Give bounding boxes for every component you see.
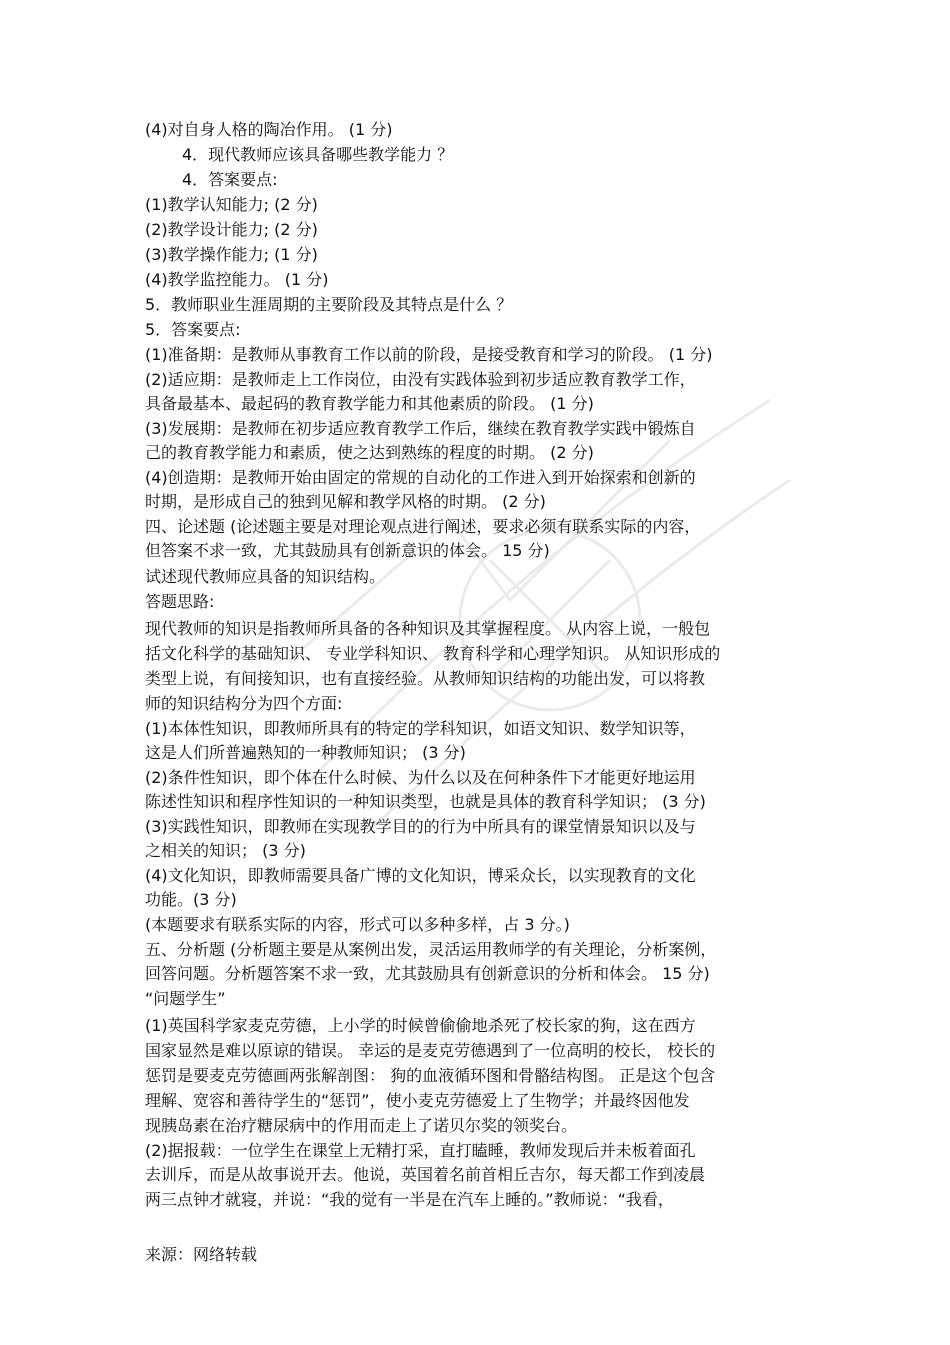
text-line: (1)英国科学家麦克劳德，上小学的时候曾偷偷地杀死了校长家的狗，这在西方 [145, 1016, 696, 1035]
text-line: 师的知识结构分为四个方面: [145, 694, 343, 713]
answer-heading: 5．答案要点: [145, 320, 241, 339]
text-line: 陈述性知识和程序性知识的一种知识类型，也就是具体的教育科学知识； (3 分) [145, 792, 706, 811]
text-line: 这是人们所普遍熟知的一种教师知识； (3 分) [145, 743, 466, 762]
case-title: “问题学生” [145, 989, 226, 1008]
text-line: (1)教学认知能力; (2 分) [145, 195, 318, 214]
text-line: 己的教育教学能力和素质，使之达到熟练的程度的时期。 (2 分) [145, 443, 594, 462]
text-line: (4)创造期：是教师开始由固定的常规的自动化的工作进入到开始探索和创新的 [145, 468, 696, 487]
text-line: 理解、宽容和善待学生的“惩罚”，使小麦克劳德爱上了生物学；并最终因他发 [145, 1091, 690, 1110]
text-line: 具备最基本、最起码的教育教学能力和其他素质的阶段。 (1 分) [145, 394, 594, 413]
text-line: 括文化科学的基础知识、 专业学科知识、 教育科学和心理学知识。 从知识形成的 [145, 644, 721, 663]
section-heading: 五、分析题 (分析题主要是从案例出发，灵活运用教师学的有关理论，分析案例， [145, 940, 717, 959]
text-line: (1)准备期：是教师从事教育工作以前的阶段，是接受教育和学习的阶段。 (1 分) [145, 345, 713, 364]
text-line: 两三点钟才就寝，并说：“我的觉有一半是在汽车上睡的。”教师说：“我看， [145, 1190, 674, 1209]
text-line: (4)教学监控能力。 (1 分) [145, 270, 329, 289]
text-line: (3)实践性知识，即教师在实现教学目的的行为中所具有的课堂情景知识以及与 [145, 817, 696, 836]
source-footer: 来源：网络转载 [145, 1245, 258, 1264]
text-line: 功能。(3 分) [145, 890, 237, 909]
text-line: 之相关的知识； (3 分) [145, 841, 306, 860]
answer-heading: 答题思路: [145, 592, 215, 611]
text-line: (1)本体性知识，即教师所具有的特定的学科知识，如语文知识、数学知识等， [145, 719, 696, 738]
text-line: (2)教学设计能力; (2 分) [145, 220, 318, 239]
text-line: (本题要求有联系实际的内容，形式可以多种多样，占 3 分。) [145, 915, 570, 934]
text-line: (2)据报载：一位学生在课堂上无精打采，直打瞌睡，教师发现后并未板着面孔 [145, 1141, 696, 1160]
text-line: (3)教学操作能力; (1 分) [145, 245, 318, 264]
section-heading: 但答案不求一致，尤其鼓励具有创新意识的体会。 15 分) [145, 541, 550, 560]
text-line: (4)文化知识，即教师需要具备广博的文化知识，博采众长，以实现教育的文化 [145, 866, 696, 885]
answer-heading: 4．答案要点: [182, 170, 278, 189]
question-heading: 5．教师职业生涯周期的主要阶段及其特点是什么 ？ [145, 295, 513, 314]
text-line: (2)条件性知识，即个体在什么时候、为什么以及在何种条件下才能更好地运用 [145, 768, 696, 787]
text-line: 现胰岛素在治疗糖尿病中的作用而走上了诺贝尔奖的领奖台。 [145, 1116, 578, 1135]
text-line: 现代教师的知识是指教师所具备的各种知识及其掌握程度。 从内容上说，一般包 [145, 619, 711, 638]
text-line: (2)适应期：是教师走上工作岗位，由没有实践体验到初步适应教育教学工作， [145, 370, 696, 389]
text-line: 时期，是形成自己的独到见解和教学风格的时期。 (2 分) [145, 492, 546, 511]
section-heading: 四、论述题 (论述题主要是对理论观点进行阐述，要求必须有联系实际的内容， [145, 517, 701, 536]
text-line: 惩罚是要麦克劳德画两张解剖图： 狗的血液循环图和骨骼结构图。 正是这个包含 [145, 1066, 716, 1085]
text-line: (3)发展期：是教师在初步适应教育教学工作后，继续在教育教学实践中锻炼自 [145, 419, 696, 438]
question-heading: 4．现代教师应该具备哪些教学能力 ？ [182, 145, 454, 164]
question-heading: 试述现代教师应具备的知识结构。 [145, 567, 386, 586]
text-line: 类型上说，有间接知识，也有直接经验。从教师知识结构的功能出发，可以将教 [145, 669, 706, 688]
text-line: 国家显然是难以原谅的错误。 幸运的是麦克劳德遇到了一位高明的校长， 校长的 [145, 1041, 716, 1060]
text-line: 去训斥，而是从故事说开去。他说，英国着名前首相丘吉尔，每天都工作到凌晨 [145, 1165, 706, 1184]
text-line: (4)对自身人格的陶冶作用。 (1 分) [145, 120, 393, 139]
section-heading: 回答问题。分析题答案不求一致，尤其鼓励具有创新意识的分析和体会。 15 分) [145, 964, 710, 983]
